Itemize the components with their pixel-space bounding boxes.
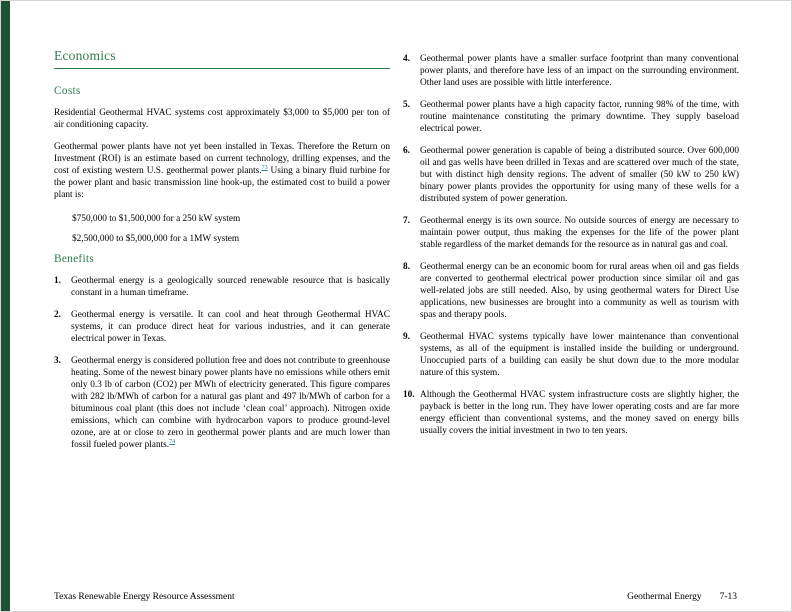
page-footer [54,592,737,603]
footer-right-group [627,592,737,603]
footer-document-title: Texas Renewable Energy Resource Assessment [54,592,235,602]
footer-chapter-label: Geothermal Energy [627,592,702,602]
section-heading-economics: Economics [54,48,116,63]
cost-estimate-line-1: $750,000 to $1,500,000 for a 250 kW system [72,214,241,224]
benefit-item-9 [403,331,739,379]
costs-paragraph-2-text-continued: Using a binary fluid turbine for the power plant and basic transmission line hook-up, the estimated cost to build a power plant is: [54,166,390,200]
benefit-item-text: Geothermal energy is versatile. It can cool and heat through Geothermal HVAC systems, it can produce direct heat for various industries, and it can generate electrical power in Texas. [71,310,390,344]
benefit-item-number: 10. [403,390,415,400]
benefit-item-8 [403,261,739,321]
benefit-item-number: 3. [54,356,61,366]
benefit-item-4 [403,53,739,89]
subheading-benefits: Benefits [54,253,94,265]
costs-paragraph-2-text: Geothermal power plants have not yet been installed in Texas. Therefore the Return on Investment (ROI) is an estimate based on current technology, drilling expenses, and the cost of existing western U.S. geothermal power plants. [54,142,390,176]
right-column [403,48,739,447]
benefit-item-number: 1. [54,276,61,286]
benefit-item-text: Geothermal power plants have a high capacity factor, running 98% of the time, with routine maintenance constituting the primary downtime. They supply baseload electrical power. [420,100,739,134]
costs-paragraph-2 [54,141,390,201]
benefit-item-text: Geothermal power generation is capable of being a distributed source. Over 600,000 oil and gas wells have been drilled in Texas and are scattered over much of the state, but with distinct high density regions. The advent of smaller (50 kW to 250 kW) binary power plants provides the opportunity for using many of these wells for a distributed system of power generation. [420,146,739,204]
benefit-item-6 [403,145,739,205]
benefit-item-text: Although the Geothermal HVAC system infrastructure costs are slightly higher, the payback is better in the long run. They have lower operating costs and are far more energy efficient than conventional systems, and the money saved on energy bills usually covers the initial investment in two to ten years. [420,390,739,436]
cost-estimate-line-2: $2,500,000 to $5,000,000 for a 1MW system [72,234,240,244]
benefit-item-number: 8. [403,262,410,272]
benefit-item-text: Geothermal energy can be an economic boom for rural areas when oil and gas fields are converted to geothermal electrical power production since similar oil and gas well-related jobs are still needed. Also, by using geothermal waters for Direct Use applications, new businesses are brought into a community as well as tourism with spas and therapy pools. [420,262,739,320]
benefit-item-7 [403,215,739,251]
left-column [54,48,390,461]
footer-page-number: 7-13 [719,592,737,602]
benefit-item-number: 7. [403,216,410,226]
benefit-item-number: 9. [403,332,410,342]
benefit-item-text: Geothermal power plants have a smaller surface footprint than many conventional power plants, and therefore have less of an impact on the surrounding environment. Other land uses are possible with little interference. [420,54,739,88]
page-edge-bar [1,1,10,612]
costs-paragraph-1: Residential Geothermal HVAC systems cost approximately $3,000 to $5,000 per ton of air conditioning capacity. [54,108,390,130]
benefit-item-number: 4. [403,54,410,64]
benefit-item-10 [403,389,739,437]
benefit-item-1 [54,275,390,299]
benefit-item-3 [54,355,390,451]
benefit-item-text: Geothermal HVAC systems typically have lower maintenance than conventional systems, as all of the equipment is installed inside the building or underground. Unoccupied parts of a building can easily be shut down due to the more modular nature of this system. [420,332,739,378]
benefit-item-number: 5. [403,100,410,110]
benefit-item-2 [54,309,390,345]
footnote-reference-link[interactable]: 74 [169,438,176,445]
benefit-item-text: Geothermal energy is a geologically sourced renewable resource that is basically constant in a human timeframe. [71,276,390,298]
heading-rule [54,68,390,69]
benefit-item-text [71,355,390,451]
subheading-costs: Costs [54,85,81,97]
benefit-item-text-body: Geothermal energy is considered pollution free and does not contribute to greenhouse heating. Some of the newest binary power plants have no emissions while others emit only 0.3 lb of carbon (CO2) per MWh of electricity generated. This figure compares with 282 lb/MWh of carbon for a natural gas plant and 497 lb/MWh of carbon for a bituminous coal plant (this does not include ‘clean coal’ approach). Nitrogen oxide emissions, which can combine with hydrocarbon vapors to produce ground-level ozone, are at or close to zero in geothermal power plants and are much lower than fossil fueled power plants. [71,356,390,450]
benefit-item-number: 6. [403,146,410,156]
benefit-item-5 [403,99,739,135]
footnote-reference-link[interactable]: 73 [261,164,268,171]
benefit-item-number: 2. [54,310,61,320]
benefit-item-text: Geothermal energy is its own source. No outside sources of energy are necessary to maintain power output, thus making the expenses for the life of the power plant stable regardless of the market demands for the resource as in natural gas and coal. [420,216,739,250]
